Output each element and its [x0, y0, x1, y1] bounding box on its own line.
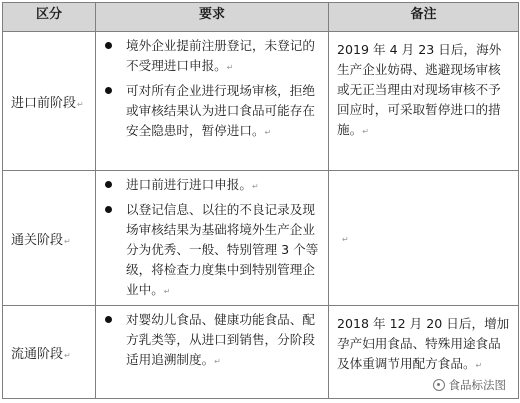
paragraph-mark: ↵: [264, 128, 272, 137]
header-remarks: 备注: [329, 3, 519, 32]
requirements-cell: [96, 171, 329, 306]
requirement-text: 进口前进行进口申报。: [126, 177, 252, 192]
requirement-text: 可对所有企业进行现场审核，拒绝或审核结果认为进口食品可能存在安全隐患时，暂停进口。: [126, 83, 315, 138]
stage-cell: [3, 32, 96, 171]
regulation-table: [2, 2, 519, 399]
remarks-cell: [329, 32, 519, 171]
paragraph-mark: ↵: [226, 63, 234, 72]
header-requirements: 要求: [96, 3, 329, 32]
bullet-icon: [105, 206, 112, 213]
paragraph-mark: ↵: [214, 357, 221, 366]
table-row: [3, 32, 519, 171]
header-row: [3, 3, 519, 32]
stage-label: 流通阶段: [11, 346, 64, 362]
remarks-cell: [329, 171, 519, 306]
bullet-icon: [105, 87, 112, 94]
stage-cell: [3, 171, 96, 306]
table-row: [3, 171, 519, 306]
remark-text: 2018 年 12 月 20 日后，增加孕产妇用食品、特殊用途食品及体重调节用配方食品。: [337, 316, 510, 371]
remark-text: 2019 年 4 月 23 日后，海外生产企业妨碍、逃避现场审核或无正当理由对现场审核不予回应时，可采取暂停进口的措施。: [337, 42, 502, 137]
list-item: [96, 81, 322, 143]
list-item: [96, 36, 322, 78]
stage-label: 进口前阶段: [11, 95, 77, 111]
requirement-text: 以登记信息、以往的不良记录及现场审核结果为基础将境外生产企业分为优秀、一般、特别管理 3 个等级，将检查力度集中到特别管理企业中。: [126, 202, 319, 297]
paragraph-mark: ↵: [362, 127, 369, 136]
bullet-icon: [105, 181, 112, 188]
requirements-cell: [96, 32, 329, 171]
paragraph-mark: ↵: [64, 350, 71, 360]
paragraph-mark: ↵: [77, 99, 84, 109]
requirement-text: 对婴幼儿食品、健康功能食品、配方乳类等，从进口到销售，分阶段适用追溯制度。: [126, 312, 315, 367]
list-item: [96, 175, 322, 197]
header-category: 区分: [3, 3, 96, 32]
list-item: [96, 200, 322, 302]
watermark-logo-icon: [433, 379, 445, 391]
paragraph-mark: ↵: [251, 182, 259, 191]
requirements-cell: [96, 306, 329, 399]
paragraph-mark: ↵: [64, 236, 71, 246]
paragraph-mark: ↵: [342, 234, 349, 244]
stage-cell: [3, 306, 96, 399]
list-item: [96, 310, 322, 372]
bullet-icon: [105, 42, 112, 49]
requirement-text: 境外企业提前注册登记，未登记的不受理进口申报。: [126, 38, 315, 73]
stage-label: 通关阶段: [11, 232, 64, 248]
paragraph-mark: ↵: [163, 287, 171, 296]
watermark: [433, 377, 507, 393]
paragraph-mark: ↵: [475, 361, 483, 370]
watermark-text: 食品标法图: [448, 378, 506, 392]
bullet-icon: [105, 316, 112, 323]
